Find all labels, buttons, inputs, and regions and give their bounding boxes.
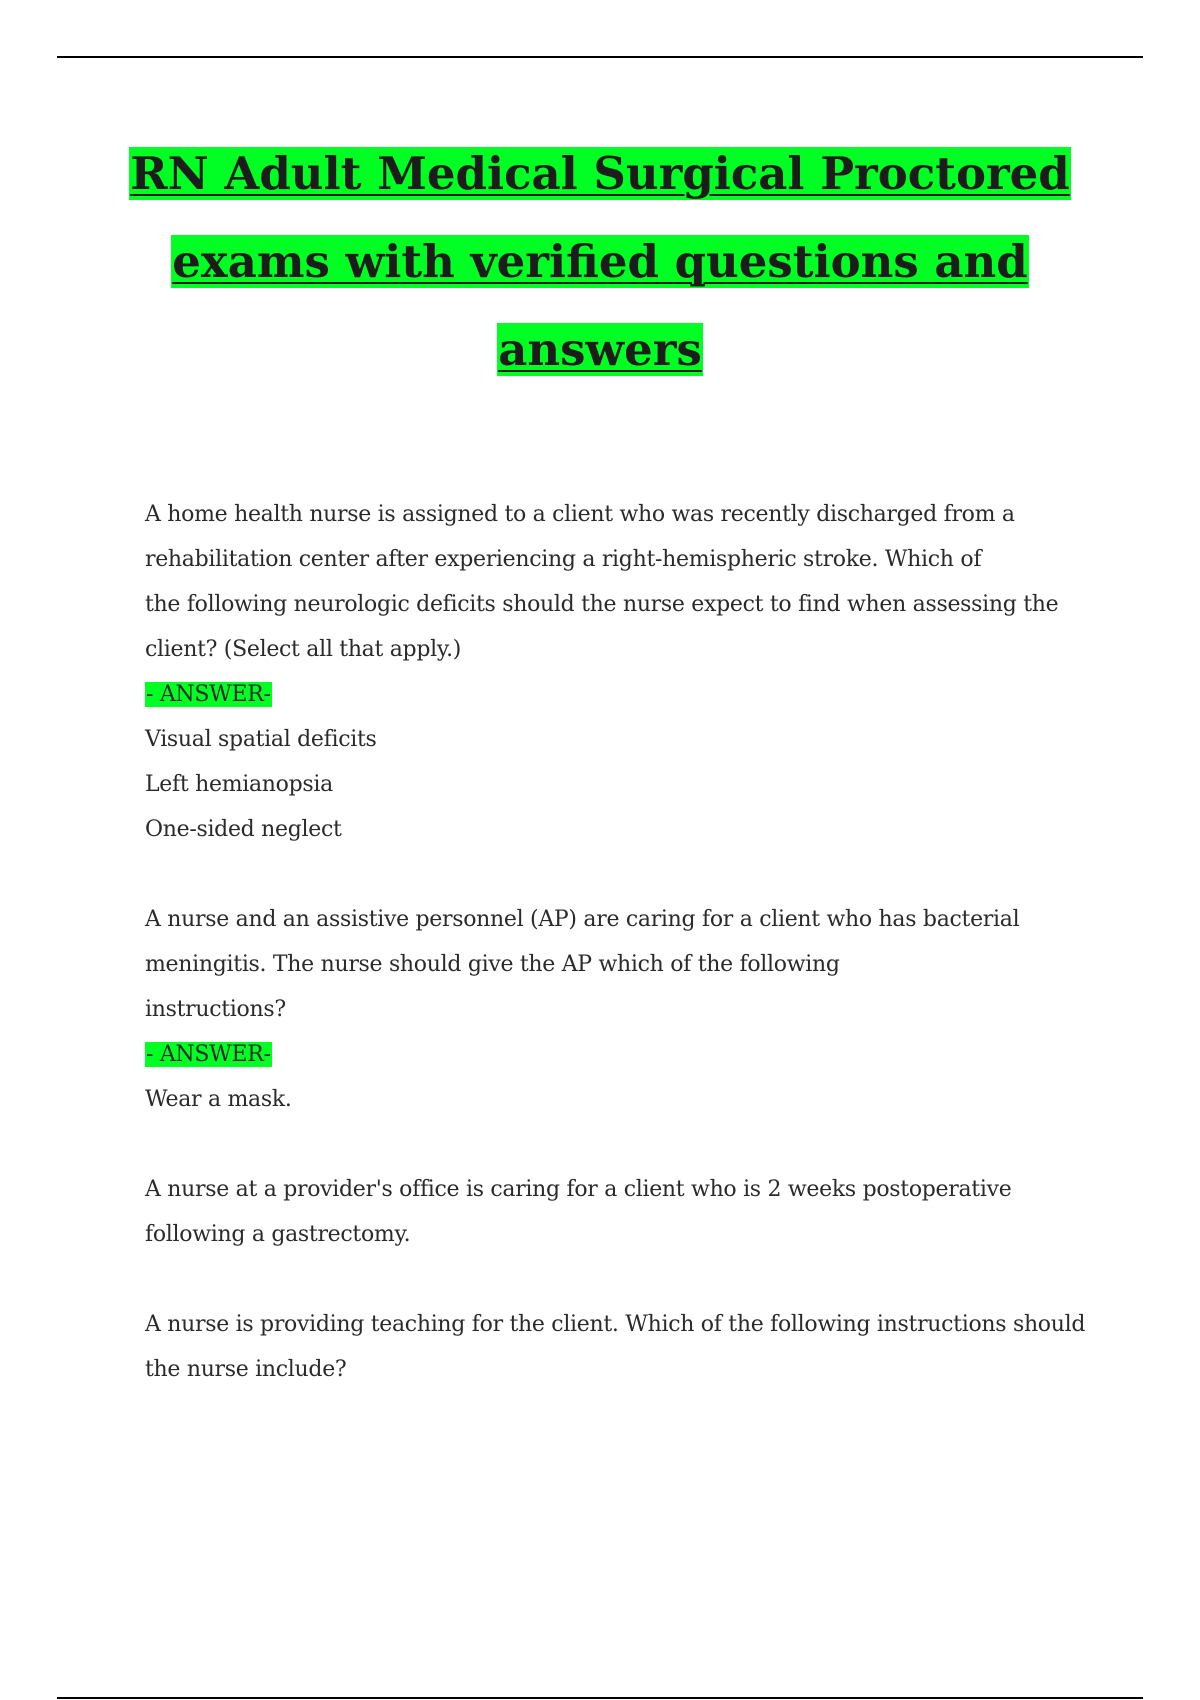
question-text: meningitis. The nurse should give the AP which of the following [145,952,840,977]
question-text: A nurse is providing teaching for the client. Which of the following instructions should [145,1312,1086,1337]
question-block-2 [145,897,1085,1122]
question-text: rehabilitation center after experiencing a right-hemispheric stroke. Which of [145,547,982,572]
answer-text: Left hemianopsia [145,772,333,797]
spacer [145,852,1085,897]
question-block-3 [145,1167,1085,1257]
question-text: the following neurologic deficits should the nurse expect to find when assessing the [145,592,1059,617]
document-body [145,492,1085,1392]
question-block-4 [145,1302,1085,1392]
question-text: A nurse at a provider's office is caring for a client who is 2 weeks postoperative [145,1177,1012,1202]
answer-text: Wear a mask. [145,1087,292,1112]
spacer [145,1257,1085,1302]
title-line-2: exams with verified questions and [172,235,1028,288]
question-text: A home health nurse is assigned to a client who was recently discharged from a [145,502,1015,527]
answer-text: Visual spatial deficits [145,727,377,752]
title-line-3: answers [498,323,702,376]
title-line-1: RN Adult Medical Surgical Proctored [130,147,1070,200]
question-text: the nurse include? [145,1357,347,1382]
question-text: instructions? [145,997,286,1022]
answer-label: - ANSWER- [146,1042,271,1067]
question-text: A nurse and an assistive personnel (AP) are caring for a client who has bacterial [145,907,1020,932]
answer-text: One-sided neglect [145,817,342,842]
question-text: client? (Select all that apply.) [145,637,462,662]
answer-label: - ANSWER- [146,682,271,707]
question-text: following a gastrectomy. [145,1222,411,1247]
question-block-1 [145,492,1085,852]
footer-rule [57,1697,1143,1699]
header-rule [57,56,1143,58]
spacer [145,1122,1085,1167]
document-title [60,130,1140,394]
